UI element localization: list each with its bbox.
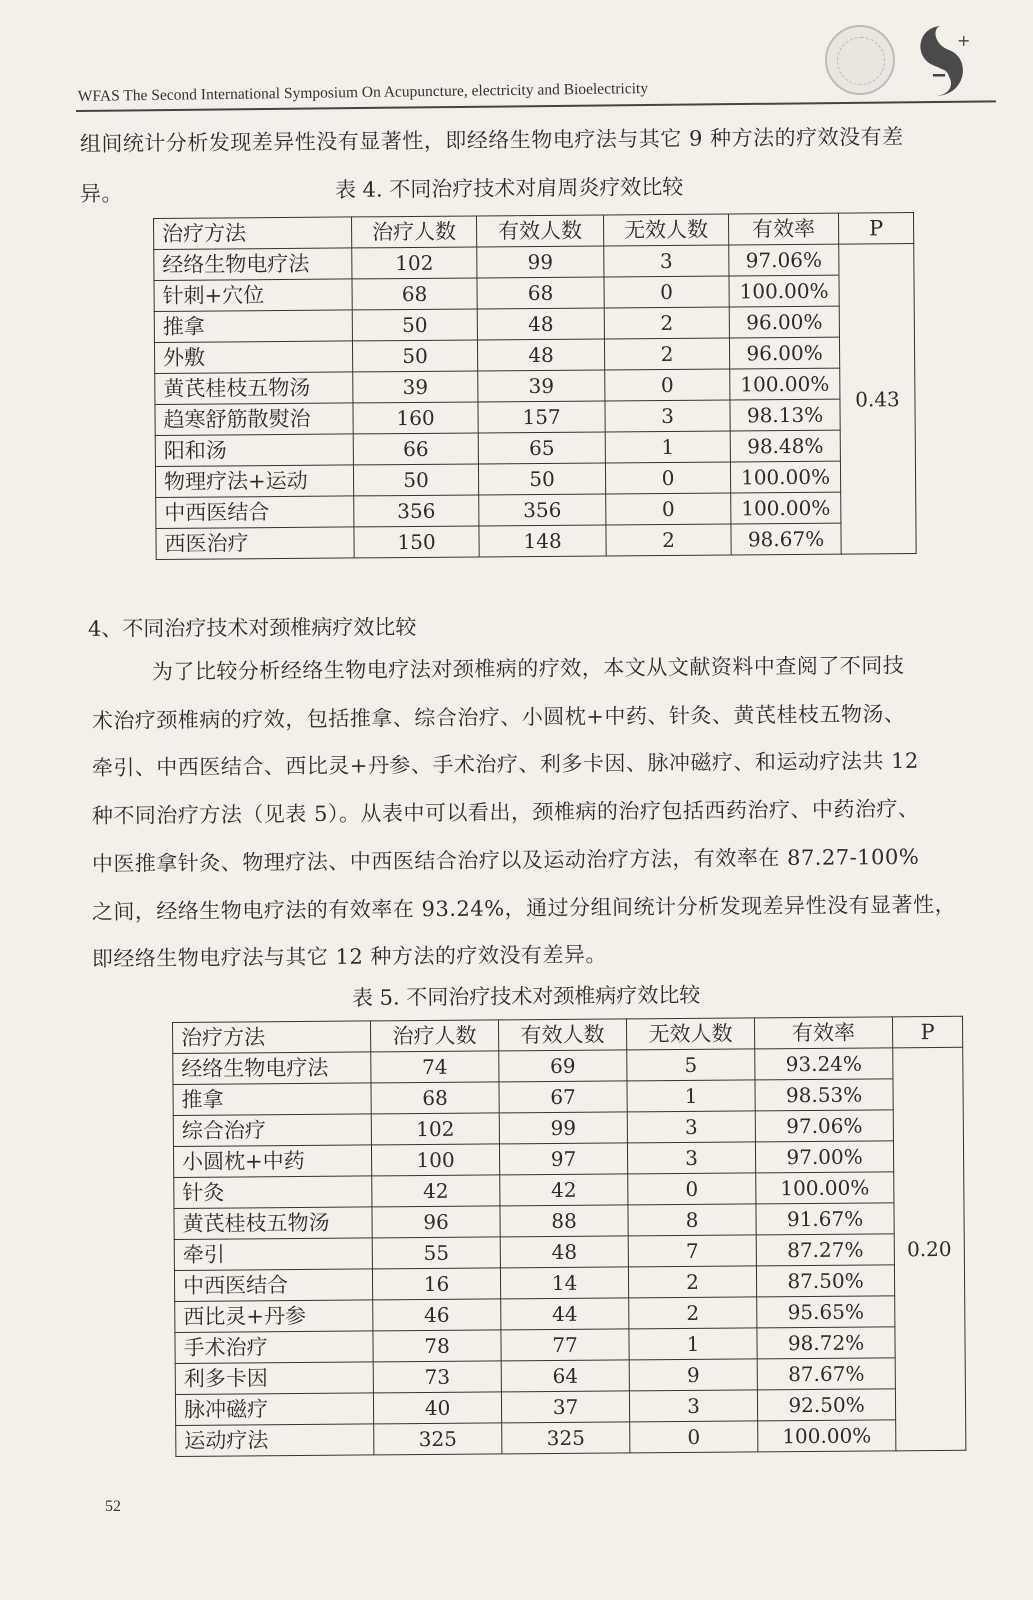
treated-cell: 50 [353,464,478,496]
method-cell: 经络生物电疗法 [154,248,352,281]
treated-cell: 42 [372,1175,500,1207]
method-cell: 经络生物电疗法 [173,1052,371,1085]
header-cell: P [838,213,913,245]
effective-cell: 157 [478,401,605,433]
method-cell: 针灸 [174,1176,372,1209]
table-row [176,1419,966,1456]
p-value-cell: 0.20 [893,1047,966,1451]
rate-cell: 92.50% [757,1389,895,1421]
taiji-logo [905,18,975,98]
header-cell: 治疗方法 [154,217,352,250]
svg-text:+: + [957,31,971,50]
treated-cell: 73 [373,1361,501,1393]
table4 [153,212,917,560]
rate-cell: 100.00% [731,492,841,524]
table5 [172,1016,966,1457]
header-title: WFAS The Second International Symposium On Acupuncture, electricity and Bioelectricity [77,80,649,106]
effective-cell: 97 [499,1143,627,1175]
rate-cell: 100.00% [730,368,840,400]
method-cell: 物理疗法+运动 [155,465,353,498]
rate-cell: 97.06% [729,244,839,276]
intro-line: 组间统计分析发现差异性没有显著性，即经络生物电疗法与其它 9 种方法的疗效没有差 [79,124,904,157]
header-cell: 有效人数 [498,1019,626,1051]
method-cell: 牵引 [174,1238,372,1271]
rate-cell: 98.67% [731,523,841,555]
intro-line: 异。 [79,181,123,207]
rate-cell: 87.27% [756,1234,894,1266]
method-cell: 推拿 [154,310,352,343]
method-cell: 脉冲磁疗 [175,1393,373,1426]
method-cell: 西医治疗 [156,527,354,560]
treated-cell: 50 [352,340,477,372]
ineffective-cell: 3 [627,1142,755,1174]
ineffective-cell: 1 [629,1328,757,1360]
rate-cell: 100.00% [729,275,839,307]
effective-cell: 148 [479,525,606,557]
rate-cell: 95.65% [757,1296,895,1328]
paragraph-line: 为了比较分析经络生物电疗法对颈椎病的疗效，本文从文献资料中查阅了不同技 [151,653,905,685]
rate-cell: 87.67% [757,1358,895,1390]
effective-cell: 48 [500,1236,628,1268]
method-cell: 阳和汤 [155,434,353,467]
ineffective-cell: 0 [605,369,730,401]
paragraph-line: 即经络生物电疗法与其它 12 种方法的疗效没有差异。 [91,942,608,972]
rate-cell: 98.53% [755,1079,893,1111]
method-cell: 小圆枕+中药 [173,1145,371,1178]
symposium-seal-logo [825,25,895,95]
ineffective-cell: 0 [630,1421,758,1453]
treated-cell: 46 [373,1299,501,1331]
paragraph-line: 之间，经络生物电疗法的有效率在 93.24%，通过分组间统计分析发现差异性没有显著性， [91,892,957,925]
treated-cell: 150 [354,526,479,558]
effective-cell: 48 [477,308,604,340]
method-cell: 中西医结合 [156,496,354,529]
ineffective-cell: 2 [629,1297,757,1329]
rate-cell: 100.00% [730,461,840,493]
method-cell: 针刺+穴位 [154,279,352,312]
treated-cell: 100 [371,1144,499,1176]
rate-cell: 98.72% [757,1327,895,1359]
effective-cell: 37 [501,1391,629,1423]
effective-cell: 356 [479,494,606,526]
table-row [156,523,916,560]
method-cell: 黄芪桂枝五物汤 [155,372,353,405]
paragraph-line: 术治疗颈椎病的疗效，包括推拿、综合治疗、小圆枕+中药、针灸、黄芪桂枝五物汤、 [91,701,906,734]
effective-cell: 65 [478,432,605,464]
header-cell: 有效率 [754,1017,892,1049]
effective-cell: 14 [500,1267,628,1299]
effective-cell: 68 [477,277,604,309]
rate-cell: 96.00% [729,306,839,338]
effective-cell: 88 [500,1205,628,1237]
rate-cell: 100.00% [758,1420,896,1452]
ineffective-cell: 2 [606,524,731,556]
treated-cell: 96 [372,1206,500,1238]
header-cell: 无效人数 [626,1018,754,1050]
treated-cell: 68 [371,1082,499,1114]
effective-cell: 42 [500,1174,628,1206]
effective-cell: 325 [502,1422,630,1454]
effective-cell: 44 [501,1298,629,1330]
rate-cell: 98.48% [730,430,840,462]
effective-cell: 48 [477,339,604,371]
ineffective-cell: 0 [628,1173,756,1205]
effective-cell: 39 [478,370,605,402]
p-value-cell: 0.43 [839,244,916,555]
rate-cell: 96.00% [729,337,839,369]
ineffective-cell: 9 [629,1359,757,1391]
ineffective-cell: 0 [606,493,731,525]
ineffective-cell: 3 [604,245,729,277]
header-cell: 治疗方法 [173,1021,371,1054]
header-cell: P [892,1016,962,1048]
section-heading: 4、不同治疗技术对颈椎病疗效比较 [87,615,417,641]
effective-cell: 99 [477,246,604,278]
method-cell: 西比灵+丹参 [175,1300,373,1333]
paragraph-line: 中医推拿针灸、物理疗法、中西医结合治疗以及运动治疗方法，有效率在 87.27-100% [91,844,920,877]
header-cell: 治疗人数 [370,1020,498,1052]
paragraph-line: 种不同治疗方法（见表 5）。从表中可以看出，颈椎病的治疗包括西药治疗、中药治疗、 [91,796,920,829]
rate-cell: 98.13% [730,399,840,431]
ineffective-cell: 7 [628,1235,756,1267]
effective-cell: 69 [499,1050,627,1082]
treated-cell: 39 [353,371,478,403]
ineffective-cell: 1 [627,1080,755,1112]
method-cell: 推拿 [173,1083,371,1116]
rate-cell: 97.06% [755,1110,893,1142]
method-cell: 外敷 [154,341,352,374]
effective-cell: 64 [501,1360,629,1392]
table4-caption: 表 4. 不同治疗技术对肩周炎疗效比较 [334,174,684,203]
method-cell: 黄芪桂枝五物汤 [174,1207,372,1240]
ineffective-cell: 3 [629,1390,757,1422]
treated-cell: 55 [372,1237,500,1269]
treated-cell: 356 [354,495,479,527]
ineffective-cell: 8 [628,1204,756,1236]
method-cell: 手术治疗 [175,1331,373,1364]
treated-cell: 40 [373,1392,501,1424]
header-cell: 无效人数 [603,214,728,246]
rate-cell: 97.00% [755,1141,893,1173]
paragraph-line: 牵引、中西医结合、西比灵+丹参、手术治疗、利多卡因、脉冲磁疗、和运动疗法共 12 [91,748,919,781]
rate-cell: 93.24% [755,1048,893,1080]
effective-cell: 50 [478,463,605,495]
ineffective-cell: 3 [627,1111,755,1143]
treated-cell: 50 [352,309,477,341]
header-cell: 有效人数 [476,215,603,247]
treated-cell: 74 [371,1051,499,1083]
ineffective-cell: 3 [605,400,730,432]
method-cell: 趋寒舒筋散熨治 [155,403,353,436]
header-cell: 有效率 [728,213,838,245]
treated-cell: 102 [352,247,477,279]
rate-cell: 87.50% [756,1265,894,1297]
method-cell: 运动疗法 [176,1424,374,1457]
rate-cell: 91.67% [756,1203,894,1235]
header-cell: 治疗人数 [351,216,476,248]
ineffective-cell: 1 [605,431,730,463]
ineffective-cell: 2 [604,338,729,370]
treated-cell: 66 [353,433,478,465]
ineffective-cell: 2 [604,307,729,339]
ineffective-cell: 5 [627,1049,755,1081]
ineffective-cell: 2 [628,1266,756,1298]
treated-cell: 325 [374,1423,502,1455]
treated-cell: 78 [373,1330,501,1362]
method-cell: 利多卡因 [175,1362,373,1395]
treated-cell: 68 [352,278,477,310]
treated-cell: 160 [353,402,478,434]
method-cell: 综合治疗 [173,1114,371,1147]
treated-cell: 102 [371,1113,499,1145]
effective-cell: 99 [499,1112,627,1144]
table5-caption: 表 5. 不同治疗技术对颈椎病疗效比较 [351,982,701,1011]
treated-cell: 16 [372,1268,500,1300]
method-cell: 中西医结合 [174,1269,372,1302]
page-number: 52 [105,1498,121,1515]
rate-cell: 100.00% [756,1172,894,1204]
ineffective-cell: 0 [605,462,730,494]
effective-cell: 77 [501,1329,629,1361]
ineffective-cell: 0 [604,276,729,308]
effective-cell: 67 [499,1081,627,1113]
